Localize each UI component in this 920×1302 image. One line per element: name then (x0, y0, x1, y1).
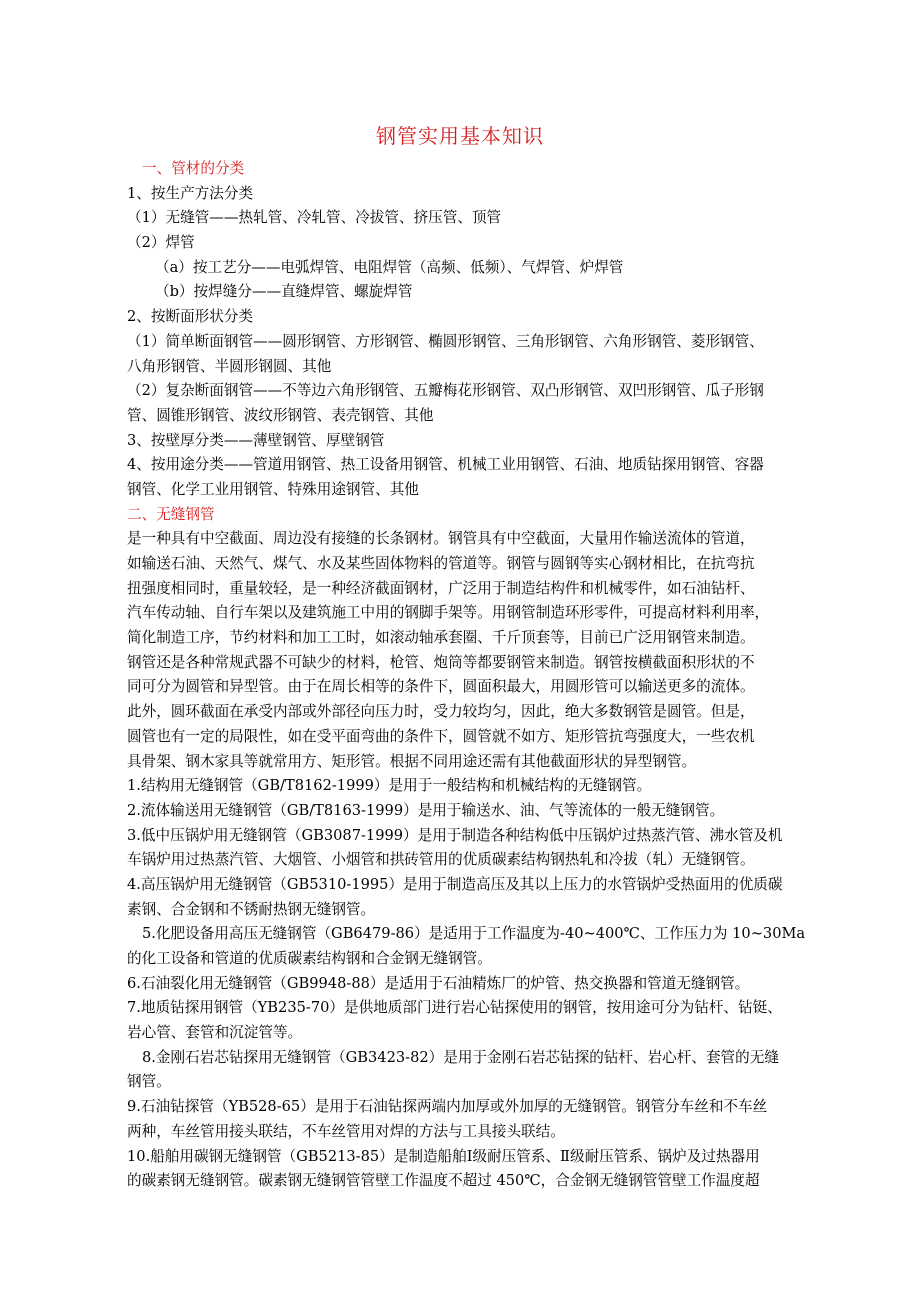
text-line: （1）无缝管——热轧管、冷轧管、冷拔管、挤压管、顶管 (127, 209, 502, 227)
text-line: 素钢、合金钢和不锈耐热钢无缝钢管。 (127, 900, 376, 918)
text-line: 4、按用途分类——管道用钢管、热工设备用钢管、机械工业用钢管、石油、地质钻探用钢管、容器 (127, 456, 764, 474)
text-line: 两种，车丝管用接头联结，不车丝管用对焊的方法与工具接头联结。 (127, 1122, 565, 1140)
text-line: 具骨架、钢木家具等就常用方、矩形管。根据不同用途还需有其他截面形状的异型钢管。 (127, 752, 697, 770)
text-line: 钢管、化学工业用钢管、特殊用途钢管、其他 (127, 480, 419, 498)
text-line: 八角形钢管、半圆形钢圆、其他 (127, 357, 332, 375)
text-line: 5.化肥设备用高压无缝钢管（GB6479-86）是适用于工作温度为-40~400℃、工作压力为 10~30Ma (142, 925, 806, 943)
text-line: 钢管。 (127, 1073, 171, 1091)
text-line: （1）简单断面钢管——圆形钢管、方形钢管、椭圆形钢管、三角形钢管、六角形钢管、菱形钢管、 (127, 332, 764, 350)
text-line: 1.结构用无缝钢管（GB/T8162-1999）是用于一般结构和机械结构的无缝钢管。 (127, 777, 652, 795)
text-line: 同可分为圆管和异型管。由于在周长相等的条件下，圆面积最大，用圆形管可以输送更多的流体。 (127, 678, 755, 696)
text-line: 是一种具有中空截面、周边没有接缝的长条钢材。钢管具有中空截面，大量用作输送流体的管道， (127, 530, 755, 548)
text-line: （2）复杂断面钢管——不等边六角形钢管、五瓣梅花形钢管、双凸形钢管、双凹形钢管、瓜子形钢 (127, 382, 764, 400)
section-heading: 一、管材的分类 (142, 160, 245, 177)
text-line: 的碳素钢无缝钢管。碳素钢无缝钢管管壁工作温度不超过 450℃，合金钢无缝钢管管壁工作温度超 (127, 1172, 760, 1190)
text-line: 9.石油钻探管（YB528-65）是用于石油钻探两端内加厚或外加厚的无缝钢管。钢管分车丝和不车丝 (127, 1098, 768, 1116)
text-line: （2）焊管 (127, 234, 195, 252)
text-line: 钢管还是各种常规武器不可缺少的材料，枪管、炮筒等都要钢管来制造。钢管按横截面积形状的不 (127, 653, 755, 671)
text-line: 10.船舶用碳钢无缝钢管（GB5213-85）是制造船舶Ⅰ级耐压管系、Ⅱ级耐压管系、锅炉及过热器用 (127, 1147, 760, 1165)
text-line: 此外，圆环截面在承受内部或外部径向压力时，受力较均匀，因此，绝大多数钢管是圆管。但是， (127, 703, 755, 721)
text-line: 4.高压锅炉用无缝钢管（GB5310-1995）是用于制造高压及其以上压力的水管锅炉受热面用的优质碳 (127, 875, 783, 893)
text-line: 8.金刚石岩芯钻探用无缝钢管（GB3423-82）是用于金刚石岩芯钻探的钻杆、岩心杆、套管的无缝 (142, 1048, 779, 1066)
text-line: 车锅炉用过热蒸汽管、大烟管、小烟管和拱砖管用的优质碳素结构钢热轧和冷拔（轧）无缝钢管。 (127, 851, 755, 869)
text-line: 汽车传动轴、自行车架以及建筑施工中用的钢脚手架等。用钢管制造环形零件，可提高材料利用率， (127, 604, 770, 622)
text-line: 如输送石油、天然气、煤气、水及某些固体物料的管道等。钢管与圆钢等实心钢材相比，在抗弯抗 (127, 555, 755, 572)
text-line: 圆管也有一定的局限性，如在受平面弯曲的条件下，圆管就不如方、矩形管抗弯强度大，一些农机 (127, 727, 755, 745)
text-line: 6.石油裂化用无缝钢管（GB9948-88）是适用于石油精炼厂的炉管、热交换器和管道无缝钢管。 (127, 974, 750, 992)
text-line: 1、按生产方法分类 (127, 184, 254, 202)
text-line: 3、按壁厚分类——薄壁钢管、厚壁钢管 (127, 431, 385, 449)
text-line: 7.地质钻探用钢管（YB235-70）是供地质部门进行岩心钻探使用的钢管，按用途可分为钻杆、钻铤、 (127, 999, 782, 1017)
document-body (127, 157, 806, 1194)
document-title: 钢管实用基本知识 (376, 124, 544, 148)
text-line: 管、圆锥形钢管、波纹形钢管、表壳钢管、其他 (127, 406, 434, 424)
section-heading: 二、无缝钢管 (127, 505, 215, 523)
text-line: 2、按断面形状分类 (127, 308, 254, 326)
text-line: 扭强度相同时，重量较轻，是一种经济截面钢材，广泛用于制造结构件和机械零件，如石油钻杆、 (127, 579, 755, 597)
text-line: 3.低中压锅炉用无缝钢管（GB3087-1999）是用于制造各种结构低中压锅炉过热蒸汽管、沸水管及机 (127, 826, 783, 844)
text-line: 简化制造工序，节约材料和加工工时，如滚动轴承套圈、千斤顶套等，目前已广泛用钢管来制造。 (127, 629, 755, 647)
text-line: （b）按焊缝分——直缝焊管、螺旋焊管 (155, 283, 413, 301)
text-line: 2.流体输送用无缝钢管（GB/T8163-1999）是用于输送水、油、气等流体的一般无缝钢管。 (127, 801, 725, 819)
text-line: 的化工设备和管道的优质碳素结构钢和合金钢无缝钢管。 (127, 950, 492, 967)
text-line: 岩心管、套管和沉淀管等。 (127, 1024, 303, 1042)
text-line: （a）按工艺分——电弧焊管、电阻焊管（高频、低频）、气焊管、炉焊管 (155, 258, 624, 276)
